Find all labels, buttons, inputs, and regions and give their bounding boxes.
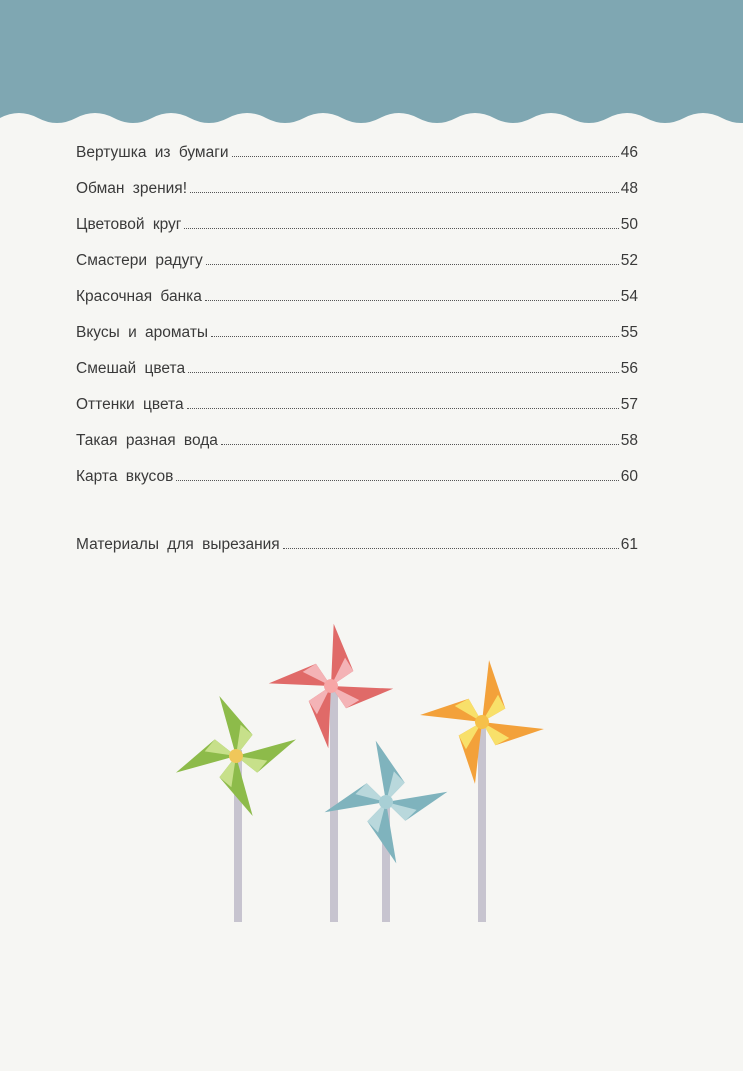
toc-entry-page: 54 [620, 288, 638, 305]
dot-leader [190, 191, 619, 193]
toc-entry[interactable] [76, 288, 638, 324]
toc-entry-title: Вкусы и ароматы [76, 324, 209, 341]
toc-entry-title: Смешай цвета [76, 360, 186, 377]
toc-entry-page: 60 [620, 468, 638, 485]
dot-leader [188, 371, 619, 373]
toc-entry-title: Карта вкусов [76, 468, 174, 485]
dot-leader [205, 299, 619, 301]
dot-leader [232, 155, 619, 157]
toc-entry[interactable] [76, 432, 638, 468]
toc-entry-page: 56 [620, 360, 638, 377]
toc-entry[interactable] [76, 180, 638, 216]
toc-entry[interactable] [76, 468, 638, 504]
pinwheels-illustration [150, 600, 570, 930]
toc-entry-page: 55 [620, 324, 638, 341]
toc-entry[interactable] [76, 324, 638, 360]
toc-entry-title: Цветовой круг [76, 216, 182, 233]
toc-entry-title: Обман зрения! [76, 180, 188, 197]
toc-entry-title: Материалы для вырезания [76, 536, 280, 553]
dot-leader [221, 443, 619, 445]
toc-entry-title: Вертушка из бумаги [76, 144, 229, 161]
toc-entry-page: 52 [620, 252, 638, 269]
toc-entry[interactable] [76, 216, 638, 252]
toc-entry[interactable] [76, 360, 638, 396]
toc-entry-page: 46 [620, 144, 638, 161]
dot-leader [176, 479, 618, 481]
toc-entry-title: Красочная банка [76, 288, 202, 305]
dot-leader [187, 407, 619, 409]
table-of-contents [76, 144, 638, 572]
toc-entry[interactable] [76, 144, 638, 180]
toc-entry-page: 58 [620, 432, 638, 449]
toc-entry-title: Смастери радугу [76, 252, 203, 269]
dot-leader [206, 263, 619, 265]
toc-entry-page: 50 [620, 216, 638, 233]
dot-leader [184, 227, 618, 229]
pinwheel-blue-icon [320, 736, 452, 868]
dot-leader [211, 335, 619, 337]
toc-entry-page: 61 [620, 536, 638, 553]
toc-entry-title: Такая разная вода [76, 432, 218, 449]
toc-entry[interactable] [76, 396, 638, 432]
dot-leader [283, 547, 619, 549]
toc-entry-cutouts[interactable] [76, 536, 638, 572]
header-wave-band [0, 0, 743, 130]
toc-entry-title: Оттенки цвета [76, 396, 184, 413]
toc-entry-page: 57 [620, 396, 638, 413]
toc-entry-page: 48 [620, 180, 638, 197]
toc-entry[interactable] [76, 252, 638, 288]
